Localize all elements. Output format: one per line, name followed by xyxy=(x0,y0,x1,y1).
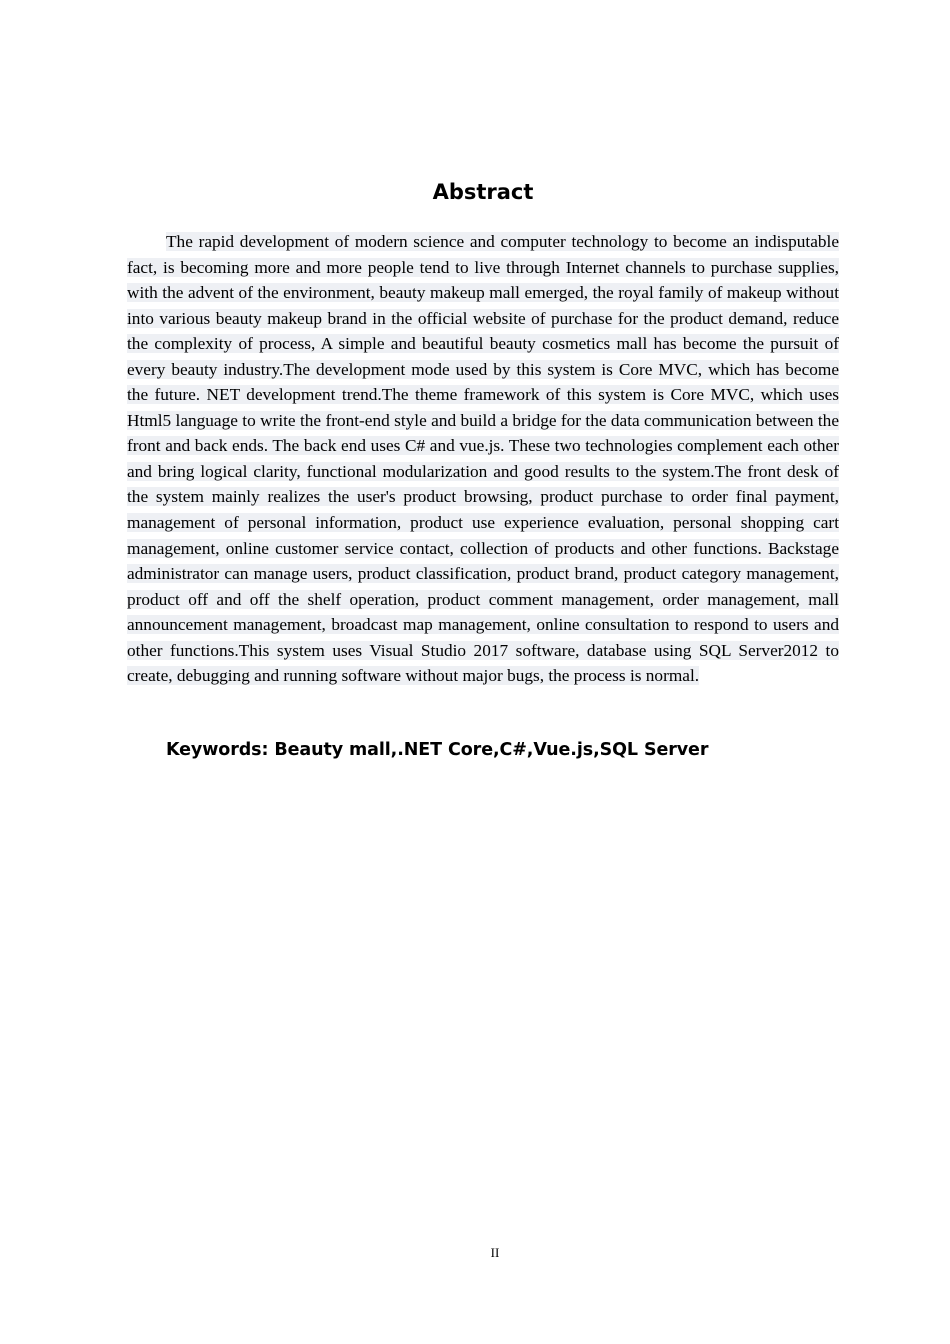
abstract-text: The rapid development of modern science and computer technology to become an indisputable fact, is becoming more and more people tend to live through Internet channels to purchase supplies, with the advent of the environment, beauty makeup mall emerged, the royal family of makeup without into various beauty makeup brand in the official website of purchase for the product demand, reduce the complexity of process, A simple and beautiful beauty cosmetics mall has become the pursuit of every beauty industry.The development mode used by this system is Core MVC, which has become the future. NET development trend.The theme framework of this system is Core MVC, which uses Html5 language to write the front-end style and build a bridge for the data communication between the front and back ends. The back end uses C# and vue.js. These two technologies complement each other and bring logical clarity, functional modularization and good results to the system.The front desk of the system mainly realizes the user's product browsing, product purchase to order final payment, management of personal information, product use experience evaluation, personal shopping cart management, online customer service contact, collection of products and other functions. Backstage administrator can manage users, product classification, product brand, product category management, product off and off the shelf operation, product comment management, order management, mall announcement management, broadcast map management, online consultation to respond to users and other functions.This system uses Visual Studio 2017 software, database using SQL Server2012 to create, debugging and running software without major bugs, the process is normal. xyxy=(127,232,839,686)
keywords-line: Keywords: Beauty mall,.NET Core,C#,Vue.js,SQL Server xyxy=(166,740,709,760)
page-number: II xyxy=(490,1245,500,1260)
page-title: Abstract xyxy=(432,180,534,204)
abstract-body xyxy=(127,229,839,689)
